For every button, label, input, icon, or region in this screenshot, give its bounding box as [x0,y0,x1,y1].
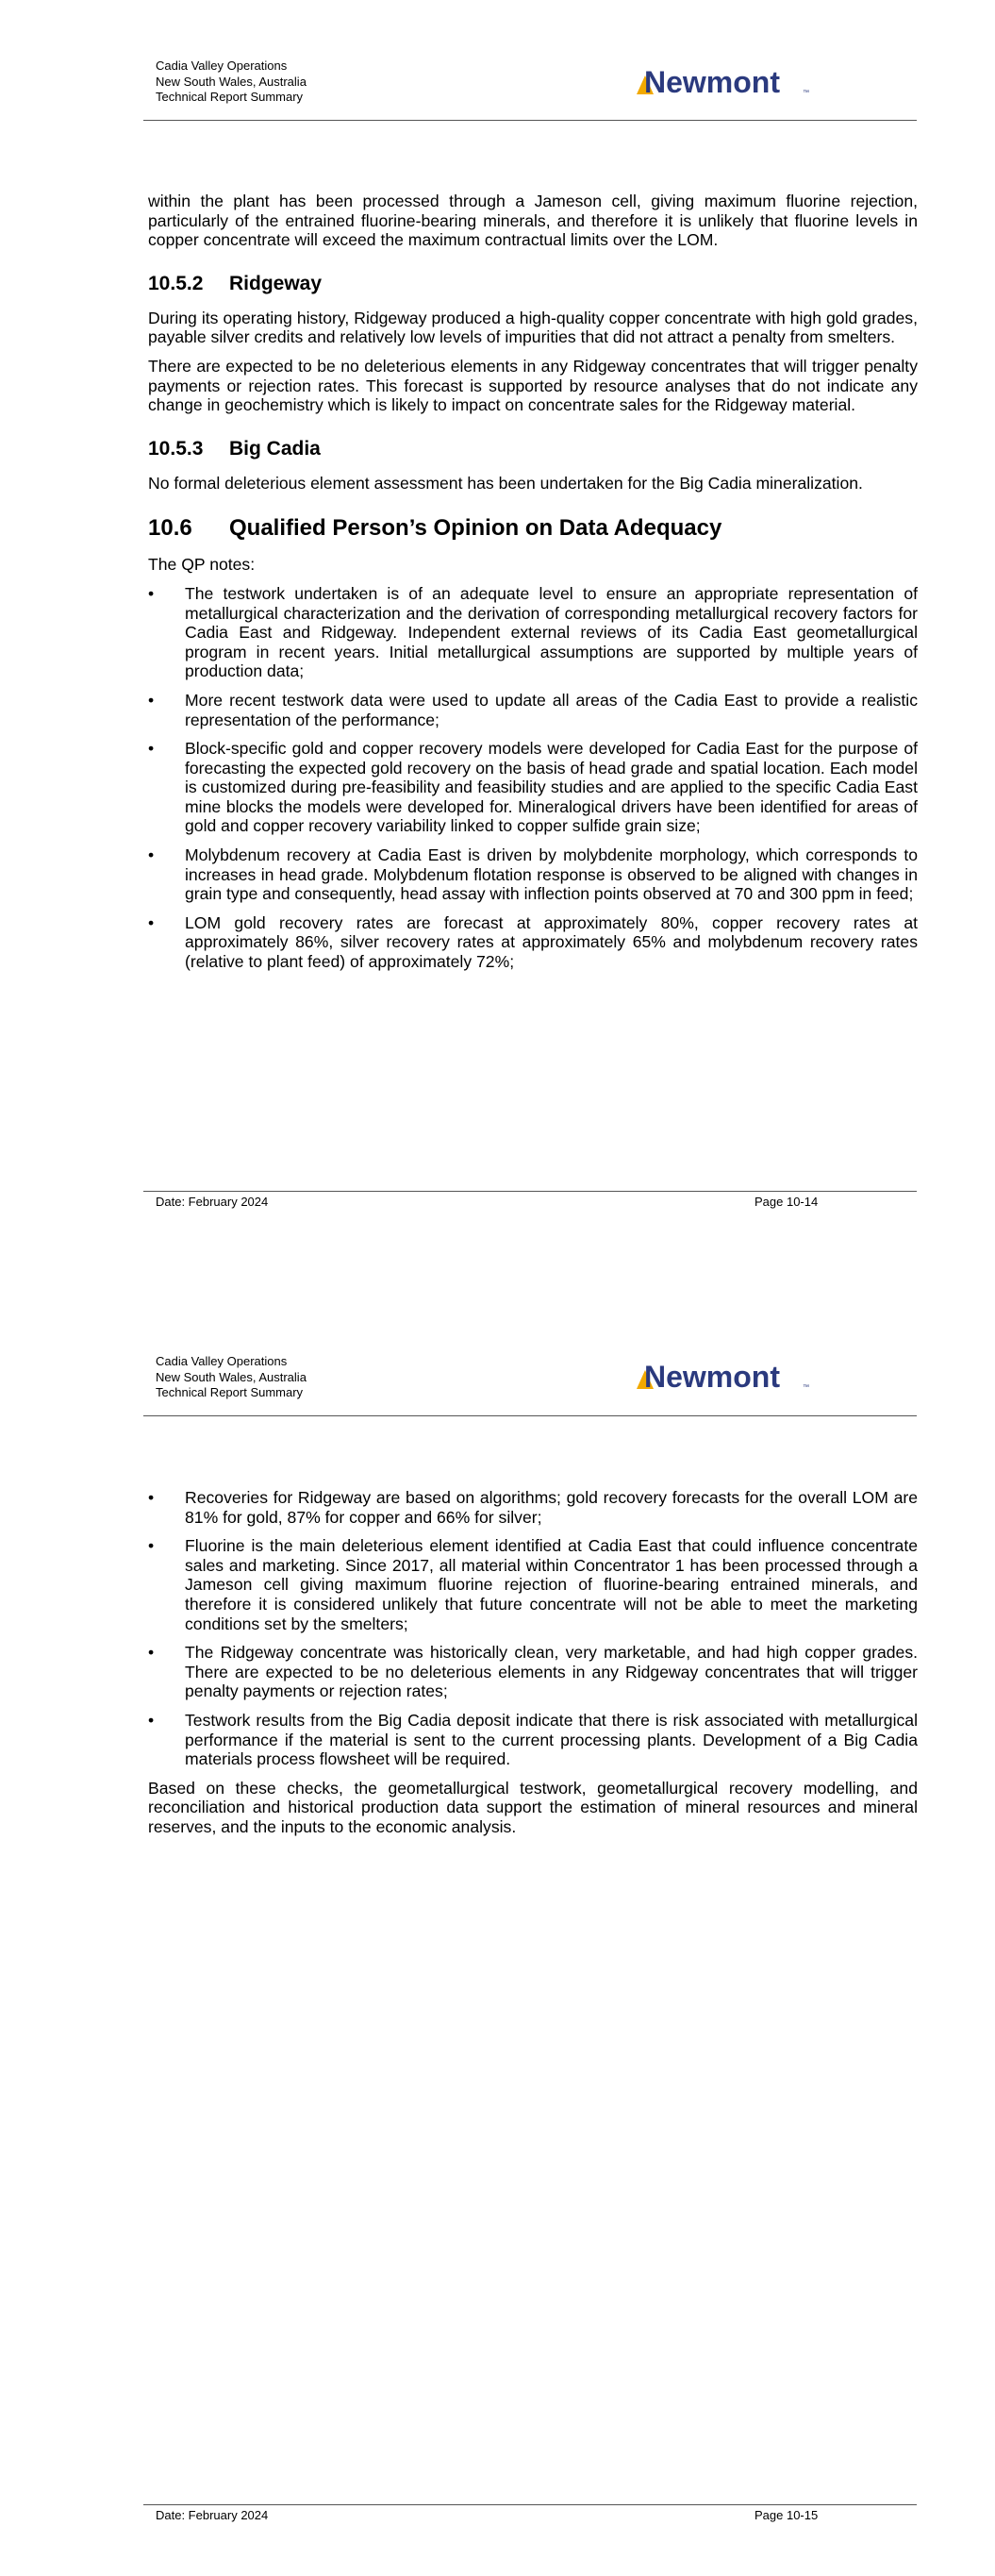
header-divider [143,1415,917,1416]
bullet-icon: • [148,912,155,932]
closing-paragraph: Based on these checks, the geometallurgical testwork, geometallurgical recovery modelling, and reconciliation and historical production data support the estimation of mineral resources and mineral reserves, and the inputs to the economic analysis. [148,1778,918,1836]
logo-wordmark: Newmont [644,1360,780,1393]
bullet-icon: • [148,1643,155,1663]
list-item: • Molybdenum recovery at Cadia East is driven by molybdenite morphology, which corresponds to increases in head grade. Molybdenum flotation response is observed to be aligned with changes in grain type and consequently, head assay with inflection points observed at 70 and 300 ppm in feed; [148,845,918,904]
header-location: New South Wales, Australia [156,74,307,89]
section-number: 10.5.3 [148,437,204,460]
bullet-icon: • [148,1710,155,1730]
bullet-icon: • [148,1536,155,1556]
section-title: Ridgeway [229,272,323,294]
ridgeway-paragraph-2: There are expected to be no deleterious elements in any Ridgeway concentrates that will trigger penalty payments or rejection rates. This forecast is supported by resource analyses that do not indicate any change in geochemistry which is likely to impact on concentrate sales for the Ridgeway material. [148,356,918,415]
section-title: Qualified Person’s Opinion on Data Adequacy [229,515,722,542]
header-operation: Cadia Valley Operations [156,59,288,73]
report-header [156,59,307,106]
header-location: New South Wales, Australia [156,1369,307,1384]
section-title: Big Cadia [229,437,321,460]
header-report-type: Technical Report Summary [156,90,304,104]
logo-trademark: ™ [803,90,809,96]
bullet-icon: • [148,845,155,865]
big-cadia-paragraph: No formal deleterious element assessment has been undertaken for the Big Cadia mineralization. [148,473,863,493]
page-10-15 [0,1288,995,2576]
report-header [156,1354,307,1401]
header-operation: Cadia Valley Operations [156,1354,288,1368]
logo-wordmark: Newmont [644,65,780,98]
bullet-icon: • [148,1488,155,1507]
footer-page-number: Page 10-14 [755,1195,819,1209]
list-item: • More recent testwork data were used to update all areas of the Cadia East to provide a realistic representation of the performance; [148,690,918,729]
list-item: • Block-specific gold and copper recovery models were developed for Cadia East for the purpose of forecasting the expected gold recovery on the basis of head grade and spatial location. Each model is customized during pre-feasibility and feasibility studies and are applied to the specific Cadia East mine blocks the models were developed for. Mineralogical drivers have been identified for areas of gold and copper recovery variability linked to copper sulfide grain size; [148,739,918,836]
list-item: • Fluorine is the main deleterious element identified at Cadia East that could influence concentrate sales and marketing. Since 2017, all material within Concentrator 1 has been processed through a Jameson cell giving maximum fluorine rejection of fluorine-bearing entrained minerals, and therefore it is considered unlikely that future concentrate will not be able to meet the marketing conditions set by the smelters; [148,1536,918,1633]
section-number: 10.6 [148,515,192,542]
bullet-icon: • [148,739,155,759]
newmont-logo [637,62,811,98]
header-report-type: Technical Report Summary [156,1385,304,1399]
qp-lead: The QP notes: [148,555,256,575]
section-heading-10-6 [148,515,918,542]
bullet-icon: • [148,583,155,603]
section-heading-10-5-2 [148,273,918,295]
intro-paragraph: within the plant has been processed through a Jameson cell, giving maximum fluorine rejection, particularly of the entrained fluorine-bearing minerals, and therefore it is unlikely that fluorine levels in copper concentrate will exceed the maximum contractual limits over the LOM. [148,192,918,250]
qp-notes-list-continued [148,1488,918,1769]
section-heading-10-5-3 [148,438,918,460]
list-item: • The Ridgeway concentrate was historically clean, very marketable, and had high copper grades. There are expected to be no deleterious elements in any Ridgeway concentrates that will trigger penalty payments or rejection rates; [148,1643,918,1701]
footer-divider [143,2504,917,2505]
page-body [148,1488,918,1847]
footer-date: Date: February 2024 [156,1195,269,1209]
section-number: 10.5.2 [148,272,204,294]
footer-date: Date: February 2024 [156,2508,269,2522]
list-item: • The testwork undertaken is of an adequate level to ensure an appropriate representation of metallurgical characterization and the derivation of corresponding metallurgical recovery factors for Cadia East and Ridgeway. Independent external reviews of its Cadia East geometallurgical program in recent years. Initial metallurgical assumptions are supported by multiple years of production data; [148,583,918,681]
list-item: • Recoveries for Ridgeway are based on algorithms; gold recovery forecasts for the overall LOM are 81% for gold, 87% for copper and 66% for silver; [148,1488,918,1527]
logo-trademark: ™ [803,1384,809,1391]
newmont-logo [637,1357,811,1393]
footer-page-number: Page 10-15 [755,2508,819,2522]
header-divider [143,120,917,121]
list-item: • LOM gold recovery rates are forecast at approximately 80%, copper recovery rates at approximately 86%, silver recovery rates at approximately 65% and molybdenum recovery rates (relative to plant feed) of approximately 72%; [148,912,918,972]
page-body [148,192,918,981]
bullet-icon: • [148,690,155,710]
list-item: • Testwork results from the Big Cadia deposit indicate that there is risk associated with metallurgical performance if the material is sent to the current processing plants. Development of a Big Cadia materials process flowsheet will be required. [148,1710,918,1769]
qp-notes-list [148,584,918,972]
footer-divider [143,1191,917,1192]
ridgeway-paragraph-1: During its operating history, Ridgeway produced a high-quality copper concentrate with high gold grades, payable silver credits and relatively low levels of impurities that did not attract a penalty from smelters. [148,308,918,347]
